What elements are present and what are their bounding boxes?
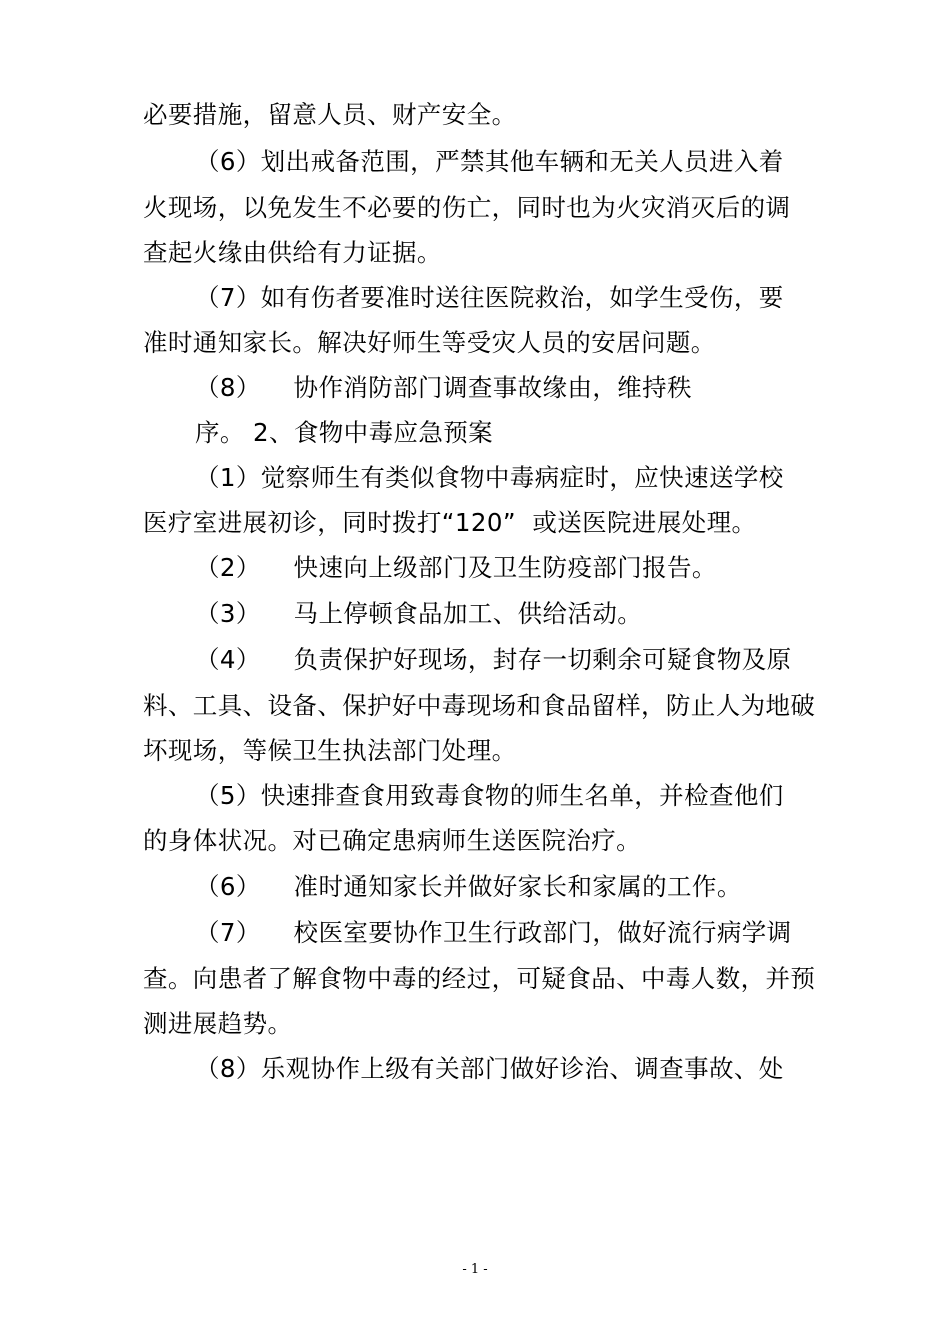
text-line: 医疗室进展初诊，同时拨打“120” 或送医院进展处理。 <box>143 508 757 537</box>
text-line: 查。向患者了解食物中毒的经过，可疑食品、中毒人数，并预 <box>143 964 816 993</box>
text-line: （7） 校医室要协作卫生行政部门，做好流行病学调 <box>195 918 792 947</box>
text-line: （3） 马上停顿食品加工、供给活动。 <box>195 599 643 628</box>
text-line: （6）划出戒备范围，严禁其他车辆和无关人员进入着 <box>195 147 784 176</box>
text-line: 坏现场，等候卫生执法部门处理。 <box>143 736 517 765</box>
text-line: （2） 快速向上级部门及卫生防疫部门报告。 <box>195 553 717 582</box>
text-line: （4） 负责保护好现场，封存一切剩余可疑食物及原 <box>195 645 792 674</box>
text-line: （6） 准时通知家长并做好家长和家属的工作。 <box>195 872 742 901</box>
text-line: （5）快速排查食用致毒食物的师生名单，并检查他们 <box>195 781 784 810</box>
text-line: （8）乐观协作上级有关部门做好诊治、调查事故、处 <box>195 1054 784 1083</box>
text-line: 查起火缘由供给有力证据。 <box>143 238 442 267</box>
text-line: （1）觉察师生有类似食物中毒病症时，应快速送学校 <box>195 463 784 492</box>
text-line: 料、工具、设备、保护好中毒现场和食品留样，防止人为地破 <box>143 691 816 720</box>
text-line: 准时通知家长。解决好师生等受灾人员的安居问题。 <box>143 328 716 357</box>
text-line: 的身体状况。对已确定患病师生送医院治疗。 <box>143 826 641 855</box>
text-line: （8） 协作消防部门调查事故缘由，维持秩 <box>195 373 692 402</box>
page-number: - 1 - <box>462 1262 488 1277</box>
text-line: （7）如有伤者要准时送往医院救治，如学生受伤，要 <box>195 283 784 312</box>
text-line: 序。 2、食物中毒应急预案 <box>195 418 494 447</box>
text-line: 火现场，以免发生不必要的伤亡，同时也为火灾消灭后的调 <box>143 193 791 222</box>
text-line: 必要措施，留意人员、财产安全。 <box>143 100 517 129</box>
text-line: 测进展趋势。 <box>143 1009 293 1038</box>
